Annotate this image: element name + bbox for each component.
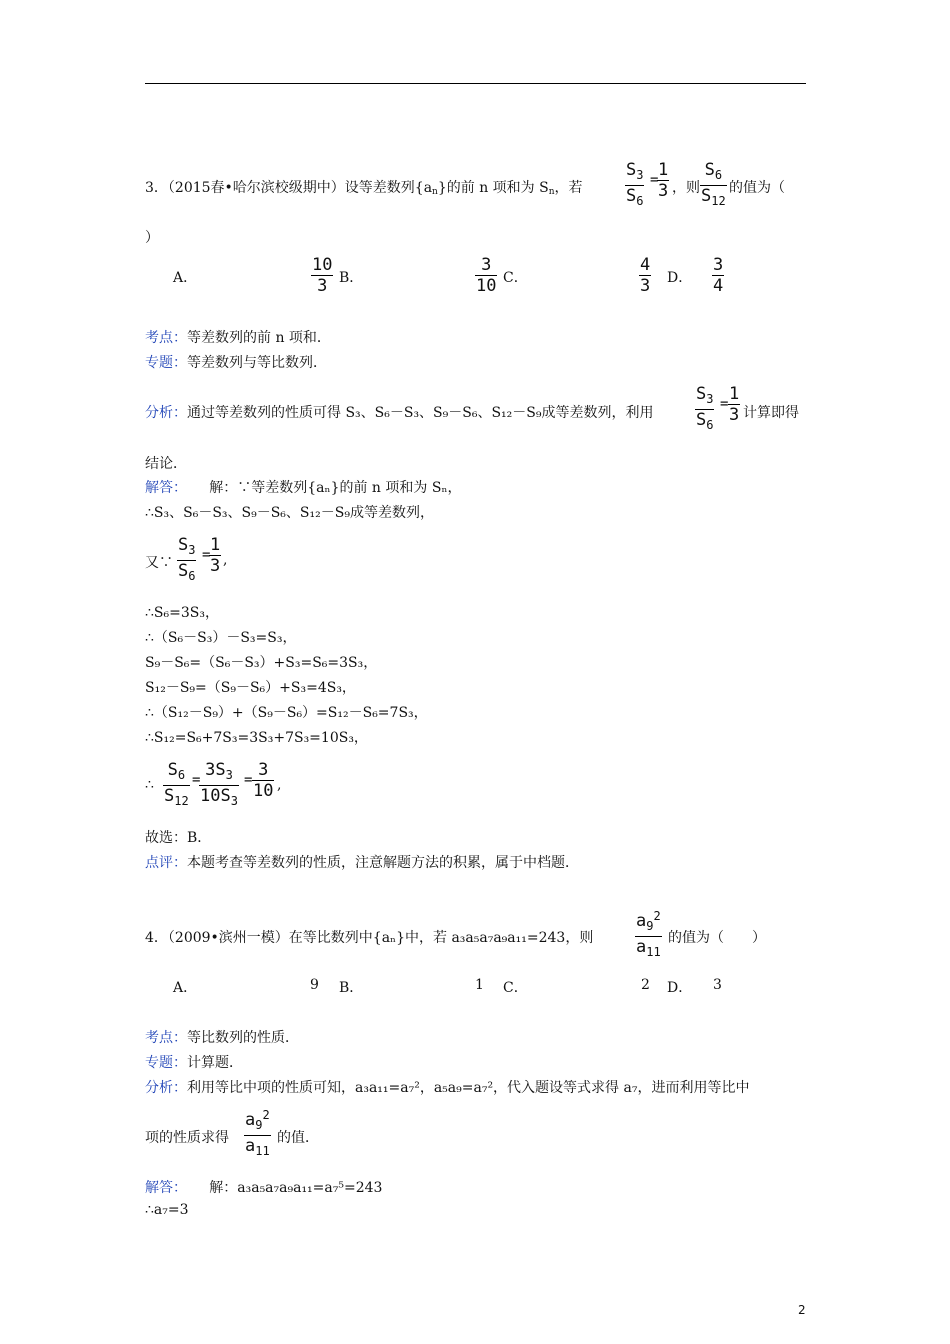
q3-final-frac3: $\frac{3}{10}$ bbox=[253, 760, 274, 801]
q4-kaodian: 考点：等比数列的性质． bbox=[145, 1030, 299, 1046]
header-rule bbox=[145, 83, 806, 84]
q4-option-d: D． bbox=[667, 980, 693, 996]
q4-option-c-value: 2 bbox=[641, 977, 650, 993]
q4-fenxi-frac: $\frac{a_9^2}{a_{11}}$ bbox=[244, 1105, 271, 1161]
q3-option-c: C． bbox=[503, 270, 528, 286]
page-number: 2 bbox=[798, 1303, 806, 1317]
q3-dianping: 点评：本题考查等差数列的性质，注意解题方法的积累，属于中档题． bbox=[145, 855, 579, 871]
q3-fenxi-b: 计算即得 bbox=[743, 405, 799, 421]
q3-jieda-1: 解答： 解：∵等差数列{aₙ}的前 n 项和为 Sₙ， bbox=[145, 480, 462, 496]
q3-jieda-7: S₁₂－S₉=（S₉－S₆）+S₃=4S₃， bbox=[145, 680, 356, 696]
q4-jieda-1: 解答： 解：a₃a₅a₇a₉a₁₁=a₇⁵=243 bbox=[145, 1180, 383, 1196]
q3-fenxi-frac: $\frac{S_3}{S_6}$ bbox=[695, 384, 714, 435]
q3-final-frac2: $\frac{3S_3}{10S_3}$ bbox=[199, 760, 239, 811]
q4-option-c: C． bbox=[503, 980, 528, 996]
q3-jieda-9: ∴S₁₂=S₆+7S₃=3S₃+7S₃=10S₃， bbox=[145, 730, 368, 746]
q4-frac-a9sq-a11: $\frac{a_9^2}{a_{11}}$ bbox=[635, 906, 662, 962]
q3-jieda-5: ∴（S₆－S₃）－S₃=S₃， bbox=[145, 630, 297, 646]
q4-option-d-value: 3 bbox=[713, 977, 722, 993]
q3-fenxi-c: 结论． bbox=[145, 456, 187, 472]
q3-jieda-frac2: $\frac{1}{3}$ bbox=[210, 535, 221, 576]
q3-option-b-value: $\frac{3}{10}$ bbox=[476, 255, 497, 296]
q3-fenxi: 分析：通过等差数列的性质可得 S₃、S₆－S₃、S₉－S₆、S₁₂－S₉成等差数列，利用 bbox=[145, 405, 654, 421]
q3-option-b: B． bbox=[339, 270, 364, 286]
q3-stem-then: ，则 bbox=[672, 180, 700, 196]
q3-kaodian: 考点：等差数列的前 n 项和． bbox=[145, 330, 331, 346]
q4-jieda-2: ∴a₇=3 bbox=[145, 1202, 189, 1218]
q3-option-a: A． bbox=[173, 270, 198, 286]
q3-answer: 故选：B． bbox=[145, 830, 212, 846]
q4-option-b: B． bbox=[339, 980, 364, 996]
q3-jieda-2: ∴S₃、S₆－S₃、S₉－S₆、S₁₂－S₉成等差数列， bbox=[145, 505, 434, 521]
q4-zhuanti: 专题：计算题． bbox=[145, 1055, 243, 1071]
q3-jieda-3: 又∵ bbox=[145, 555, 173, 571]
q3-option-c-value: $\frac{4}{3}$ bbox=[640, 255, 651, 296]
q3-fenxi-frac2: $\frac{1}{3}$ bbox=[729, 384, 740, 425]
q3-final-frac1: $\frac{S_6}{S_{12}}$ bbox=[163, 760, 190, 811]
q3-option-a-value: $\frac{10}{3}$ bbox=[312, 255, 333, 296]
q3-jieda-6: S₉－S₆=（S₆－S₃）+S₃=S₆=3S₃， bbox=[145, 655, 378, 671]
q3-frac-s6-s12: $\frac{S_6}{S_{12}}$ bbox=[700, 160, 727, 211]
q4-option-b-value: 1 bbox=[475, 977, 484, 993]
q4-fenxi-c: 的值． bbox=[277, 1130, 319, 1146]
q3-stem-tail: 的值为（ bbox=[729, 180, 785, 196]
q3-frac-s3-s6: $\frac{S_3}{S_6}$ bbox=[625, 160, 644, 211]
q4-stem: 4．（2009•滨州一模）在等比数列中{aₙ}中，若 a₃a₅a₇a₉a₁₁=243，则 bbox=[145, 930, 594, 946]
q3-jieda-4: ∴S₆=3S₃， bbox=[145, 605, 219, 621]
q4-fenxi-b: 项的性质求得 bbox=[145, 1130, 229, 1146]
q4-option-a: A． bbox=[173, 980, 198, 996]
q3-stem: 3．（2015春•哈尔滨校级期中）设等差数列$\{a_n\}$的前 n 项和为 $S_n$，若 bbox=[145, 180, 583, 197]
q3-option-d: D． bbox=[667, 270, 693, 286]
q3-stem-close: ） bbox=[145, 230, 159, 246]
q4-option-a-value: 9 bbox=[310, 977, 319, 993]
q4-stem-tail: 的值为（ ） bbox=[668, 930, 766, 946]
q3-jieda-frac: $\frac{S_3}{S_6}$ bbox=[177, 535, 196, 586]
q3-zhuanti: 专题：等差数列与等比数列． bbox=[145, 355, 327, 371]
q4-fenxi: 分析：利用等比中项的性质可知，a₃a₁₁=a₇²，a₅a₉=a₇²，代入题设等式求得 a₇，进而利用等比中 bbox=[145, 1080, 750, 1096]
q3-jieda-10: ∴ bbox=[145, 777, 154, 793]
q3-jieda-8: ∴（S₁₂－S₉）+（S₉－S₆）=S₁₂－S₆=7S₃， bbox=[145, 705, 428, 721]
q3-frac-1-3: $\frac{1}{3}$ bbox=[658, 160, 669, 201]
q3-option-d-value: $\frac{3}{4}$ bbox=[713, 255, 724, 296]
